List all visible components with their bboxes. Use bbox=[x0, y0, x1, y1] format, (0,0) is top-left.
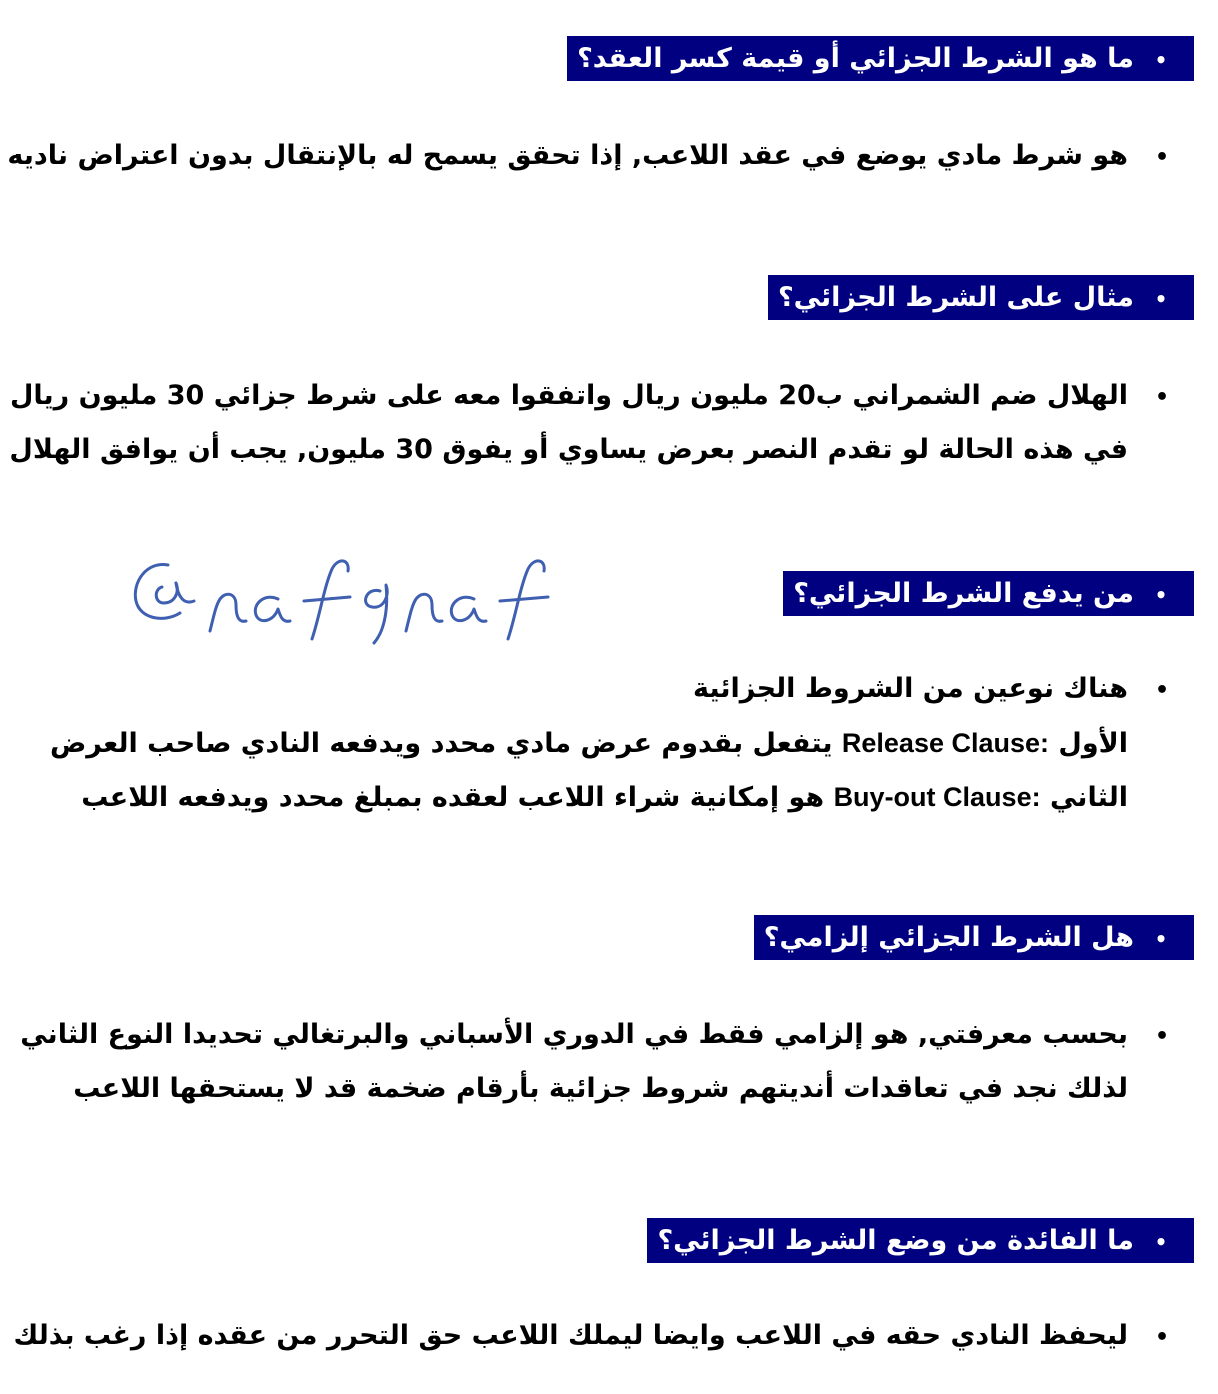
section-heading-5 bbox=[647, 1218, 1194, 1263]
bullet-icon: • bbox=[1154, 1024, 1170, 1049]
paragraph-line: في هذه الحالة لو تقدم النصر بعرض يساوي أو يفوق 30 مليون, يجب أن يوافق الهلال bbox=[9, 434, 1128, 465]
heading-text: مثال على الشرط الجزائي؟ bbox=[777, 282, 1134, 313]
section-body-1 bbox=[7, 129, 1178, 183]
section-heading-3 bbox=[783, 571, 1194, 616]
bullet-icon: • bbox=[1154, 145, 1170, 170]
paragraph-line: •ليحفظ النادي حقه في اللاعب وايضا ليملك اللاعب حق التحرر من عقده إذا رغب بذلك bbox=[13, 1309, 1178, 1363]
heading-text: من يدفع الشرط الجزائي؟ bbox=[793, 578, 1134, 609]
paragraph-line: •هو شرط مادي يوضع في عقد اللاعب, إذا تحقق يسمح له بالإنتقال بدون اعتراض ناديه bbox=[7, 129, 1178, 183]
paragraph-line: الأول Release Clause: يتفعل بقدوم عرض مادي محدد ويدفعه النادي صاحب العرض bbox=[49, 728, 1128, 759]
section-body-4 bbox=[20, 1008, 1178, 1116]
heading-text: هل الشرط الجزائي إلزامي؟ bbox=[763, 922, 1134, 953]
section-heading-2 bbox=[768, 275, 1194, 320]
heading-text: ما هو الشرط الجزائي أو قيمة كسر العقد؟ bbox=[577, 43, 1134, 74]
paragraph-line: •بحسب معرفتي, هو إلزامي فقط في الدوري الأسباني والبرتغالي تحديدا النوع الثاني bbox=[20, 1008, 1178, 1062]
section-body-5 bbox=[13, 1309, 1178, 1363]
section-heading-1 bbox=[567, 36, 1194, 81]
bullet-icon: • bbox=[1154, 385, 1170, 410]
bullet-icon: • bbox=[1154, 48, 1168, 72]
heading-text: ما الفائدة من وضع الشرط الجزائي؟ bbox=[657, 1225, 1134, 1256]
signature-watermark bbox=[128, 535, 598, 650]
bullet-icon: • bbox=[1154, 583, 1168, 607]
paragraph-line: •الهلال ضم الشمراني ب20 مليون ريال واتفقوا معه على شرط جزائي 30 مليون ريال bbox=[9, 369, 1178, 423]
section-body-2 bbox=[9, 369, 1178, 477]
bullet-icon: • bbox=[1154, 927, 1168, 951]
bullet-icon: • bbox=[1154, 1230, 1168, 1254]
bullet-icon: • bbox=[1154, 1325, 1170, 1350]
section-heading-4 bbox=[754, 915, 1194, 960]
bullet-icon: • bbox=[1154, 287, 1168, 311]
paragraph-line: الثاني Buy-out Clause: هو إمكانية شراء اللاعب لعقده بمبلغ محدد ويدفعه اللاعب bbox=[81, 782, 1128, 813]
bullet-icon: • bbox=[1154, 678, 1170, 703]
section-body-3 bbox=[50, 662, 1178, 824]
paragraph-line: •هناك نوعين من الشروط الجزائية bbox=[50, 662, 1178, 716]
paragraph-line: لذلك نجد في تعاقدات أنديتهم شروط جزائية بأرقام ضخمة قد لا يستحقها اللاعب bbox=[73, 1073, 1128, 1104]
